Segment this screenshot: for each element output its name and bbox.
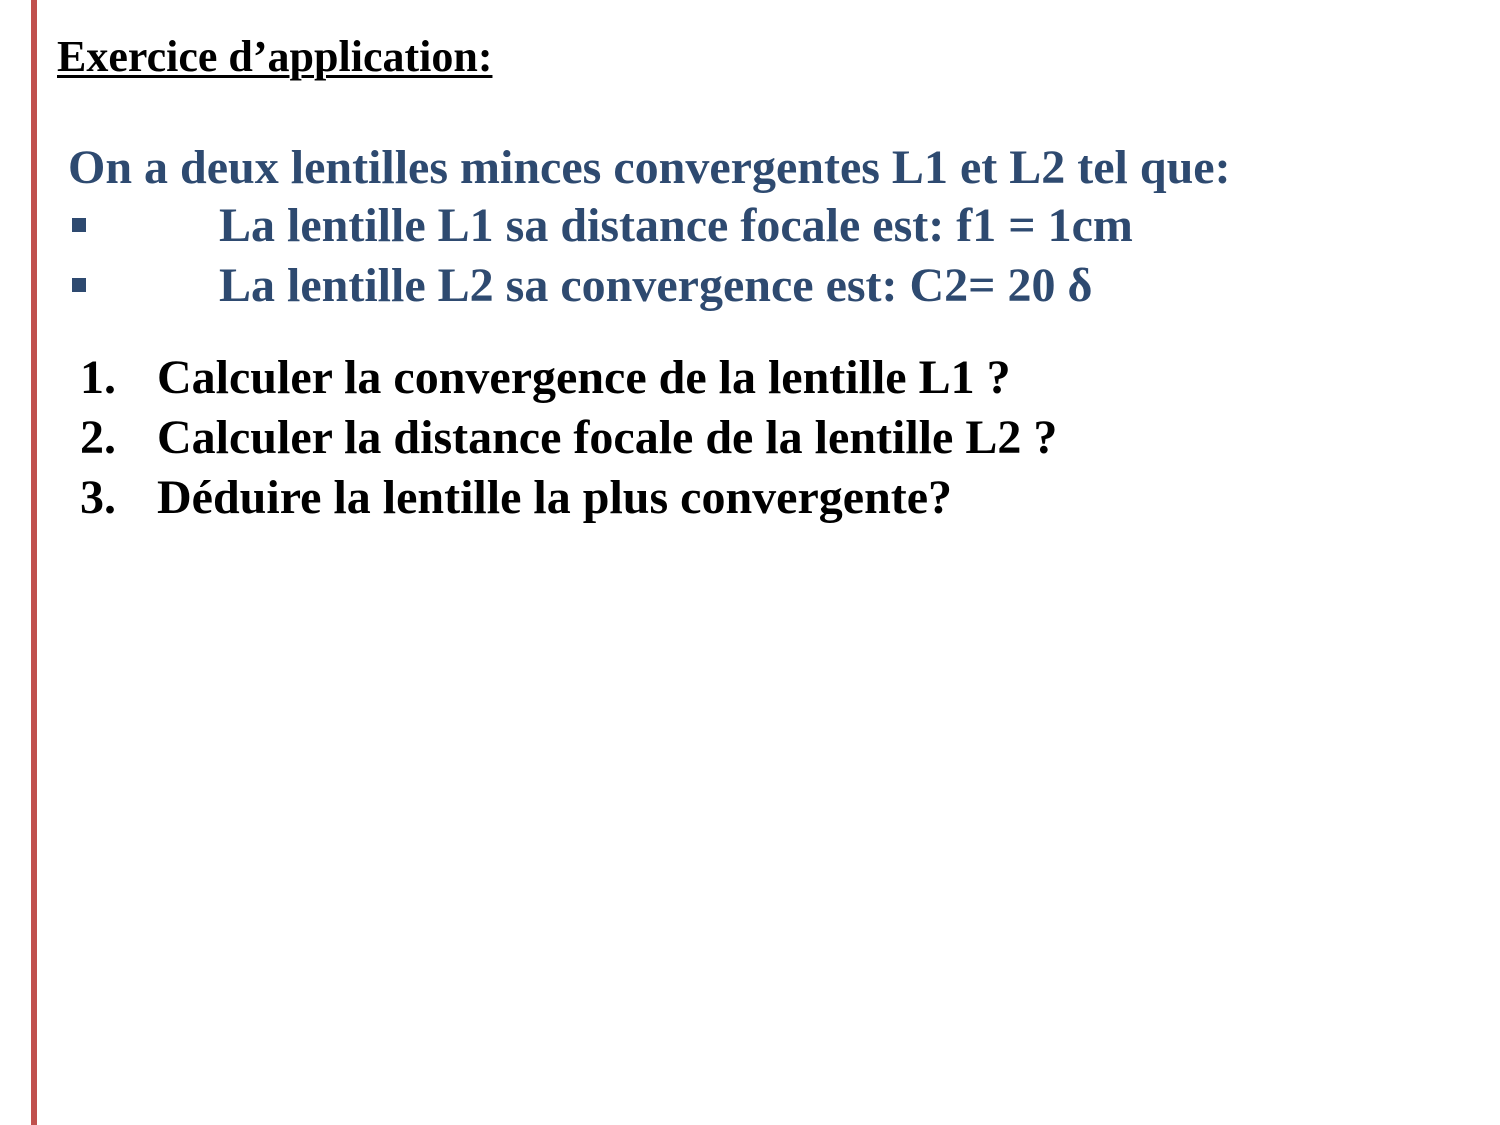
bullet-text: La lentille L2 sa convergence est: C2= 20 δ: [219, 259, 1093, 312]
question-text: Calculer la convergence de la lentille L1 ?: [157, 351, 1011, 404]
question-number: 1.: [80, 351, 116, 404]
question-text: Déduire la lentille la plus convergente?: [157, 471, 953, 524]
intro-text: On a deux lentilles minces convergentes L1 et L2 tel que:: [68, 141, 1231, 194]
margin-line: [31, 0, 37, 1125]
question-text: Calculer la distance focale de la lentille L2 ?: [157, 411, 1058, 464]
square-bullet-icon: [72, 218, 86, 232]
square-bullet-icon: [72, 278, 86, 292]
bullet-text: La lentille L1 sa distance focale est: f1 = 1cm: [219, 199, 1133, 252]
question-number: 2.: [80, 411, 116, 464]
question-number: 3.: [80, 471, 116, 524]
exercise-title: Exercice d’application:: [57, 32, 493, 81]
